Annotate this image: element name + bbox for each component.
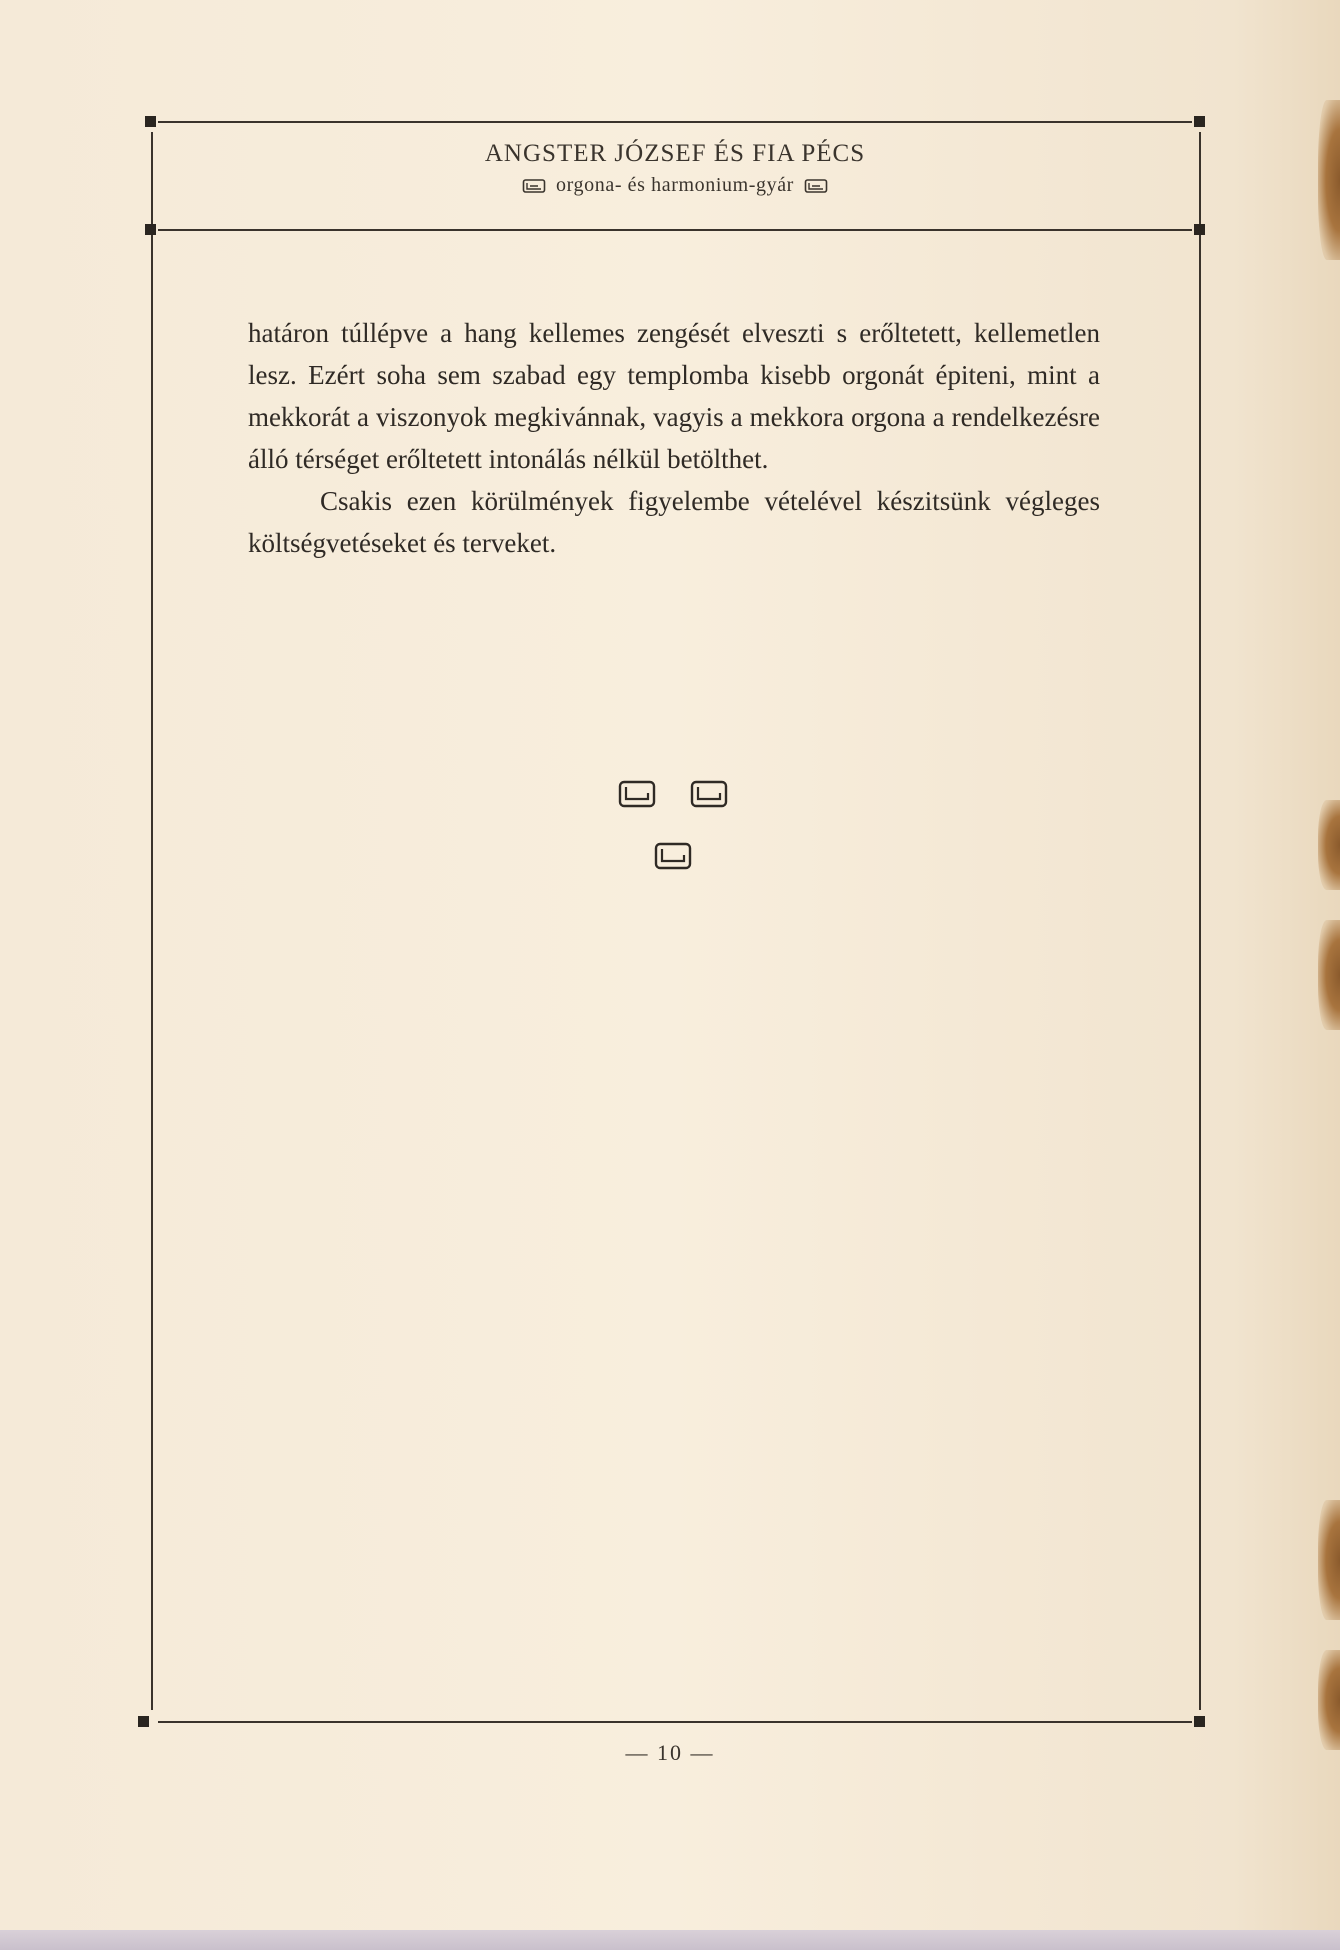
subtitle-text: orgona- és harmonium-gyár xyxy=(556,174,794,196)
page-header xyxy=(150,140,1200,197)
frame-left-rule xyxy=(151,132,153,1710)
paragraph: Csakis ezen körülmények figyelembe vételével készitsünk végleges költségvetéseket és terveket. xyxy=(248,486,1100,558)
paper-stain xyxy=(1318,1650,1340,1750)
body-text xyxy=(248,312,1100,564)
frame-top-rule xyxy=(158,121,1192,123)
corner-square-icon xyxy=(145,116,156,127)
organ-ornament-icon xyxy=(690,780,728,808)
corner-square-icon xyxy=(1194,224,1205,235)
firm-name: ANGSTER JÓZSEF ÉS FIA PÉCS xyxy=(484,140,866,167)
paragraph: határon túllépve a hang kellemes zengését elveszti s erőltetett, kellemetlen lesz. Ezért soha sem szabad egy templomba kisebb orgonát épiteni, mint a mekkorát a viszonyok megkivánnak, vagyis a mekkora orgona a rendelkezésre álló térséget erőltetett intonálás nélkül betölthet. xyxy=(248,318,1100,474)
frame-right-rule xyxy=(1199,132,1201,1710)
frame-bottom-rule xyxy=(158,1721,1192,1723)
ornament-group xyxy=(600,780,740,880)
organ-ornament-icon xyxy=(618,780,656,808)
corner-square-icon xyxy=(1194,116,1205,127)
paper-stain xyxy=(1318,1500,1340,1620)
corner-square-icon xyxy=(145,224,156,235)
frame-header-rule xyxy=(158,229,1192,231)
firm-subtitle xyxy=(150,174,1200,197)
corner-square-icon xyxy=(1194,1716,1205,1727)
paper-stain xyxy=(1318,100,1340,260)
paper-stain xyxy=(1318,800,1340,890)
paper-stain xyxy=(1318,920,1340,1030)
scan-edge xyxy=(0,1930,1340,1950)
organ-ornament-icon xyxy=(804,178,828,194)
page-number: — 10 — xyxy=(625,1740,715,1765)
organ-ornament-icon xyxy=(522,178,546,194)
corner-square-icon xyxy=(138,1716,149,1727)
organ-ornament-icon xyxy=(654,842,692,870)
